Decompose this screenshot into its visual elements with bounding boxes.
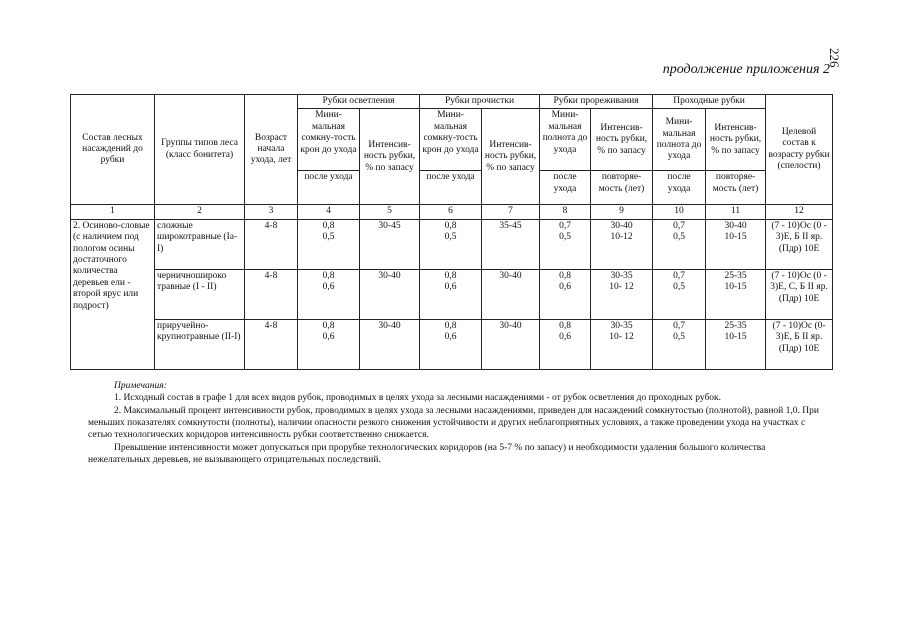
- forest-group-cell: приручейно-крупнотравные (II-I): [155, 319, 245, 369]
- value-cell: 30-40 10-12: [591, 219, 653, 269]
- value-cell: 30-35 10- 12: [591, 269, 653, 319]
- header-repeat-thinning: повторяе-мость (лет): [591, 171, 653, 205]
- value-cell: 25-35 10-15: [706, 319, 766, 369]
- value-cell: 0,7 0,5: [653, 269, 706, 319]
- header-repeat-passing: повторяе-мость (лет): [706, 171, 766, 205]
- value-cell: 30-45: [360, 219, 420, 269]
- col-number: 3: [245, 205, 298, 219]
- value-cell: 0,7 0,5: [540, 219, 591, 269]
- value-cell: 0,8 0,5: [298, 219, 360, 269]
- col-number: 12: [766, 205, 833, 219]
- header-intensity-passing: Интенсив-ность рубки, % по запасу: [706, 109, 766, 171]
- notes-block: [88, 380, 828, 466]
- col-number: 6: [420, 205, 482, 219]
- target-cell: (7 - 10)Ос (0 - 3)Е, С, Б II яр. (Пдр) 10Е: [766, 269, 833, 319]
- value-cell: 30-35 10- 12: [591, 319, 653, 369]
- col-number: 8: [540, 205, 591, 219]
- value-cell: 30-40: [482, 319, 540, 369]
- value-cell: 0,8 0,6: [298, 269, 360, 319]
- age-cell: 4-8: [245, 269, 298, 319]
- value-cell: 0,8 0,6: [540, 319, 591, 369]
- target-cell: (7 - 10)Ос (0 - 3)Е, Б II яр. (Пдр) 10Е: [766, 219, 833, 269]
- col-number: 10: [653, 205, 706, 219]
- target-cell: (7 - 10)Ос (0-3)Е, Б II яр. (Пдр) 10Е: [766, 319, 833, 369]
- note-2: 2. Максимальный процент интенсивности рубок, проводимых в целях ухода за лесными насаждениями, приведен для насаждений сомкнутостью (полнотой), равной 1,0. При меньших показателях сомкнутости (полноты), наличии опасности резкого снижения устойчивости и других неблагоприятных условиях, а также проведении ухода на участках с сетью технологических коридоров интенсивность рубки соответственно снижается.: [88, 405, 819, 441]
- value-cell: 30-40: [482, 269, 540, 319]
- value-cell: 30-40 10-15: [706, 219, 766, 269]
- header-intensity-light: Интенсив-ность рубки, % по запасу: [360, 109, 420, 205]
- value-cell: 25-35 10-15: [706, 269, 766, 319]
- value-cell: 0,7 0,5: [653, 219, 706, 269]
- notes-title: Примечания:: [114, 381, 167, 391]
- col-number: 4: [298, 205, 360, 219]
- col-number: 7: [482, 205, 540, 219]
- header-min-density-thinning: Мини-мальная полнота до ухода: [540, 109, 591, 171]
- header-thinning-cutting: Рубки прореживания: [540, 95, 653, 109]
- col-number: 1: [71, 205, 155, 219]
- header-forest-groups: Группы типов леса (класс бонитета): [155, 95, 245, 205]
- header-target: Целевой состав к возрасту рубки (спелости): [766, 95, 833, 205]
- table-row: [71, 219, 833, 269]
- header-age: Возраст начала ухода, лет: [245, 95, 298, 205]
- value-cell: 30-40: [360, 269, 420, 319]
- note-3: Превышение интенсивности может допускаться при прорубке технологических коридоров (на 5-7 % по запасу) и необходимости удаления большого количества нежелательных деревьев, не вызывающего отрицательных последствий.: [88, 442, 766, 466]
- age-cell: 4-8: [245, 219, 298, 269]
- value-cell: 0,8 0,6: [540, 269, 591, 319]
- header-cleaning-cutting: Рубки прочистки: [420, 95, 540, 109]
- column-number-row: [71, 205, 833, 219]
- value-cell: 0,8 0,6: [298, 319, 360, 369]
- note-1: 1. Исходный состав в графе 1 для всех видов рубок, проводимых в целях ухода за лесными насаждениями - от рубок осветления до проходных рубок.: [114, 393, 722, 404]
- table-row: [71, 319, 833, 369]
- header-after-care-light: после ухода: [298, 171, 360, 205]
- header-after-care-cleaning: после ухода: [420, 171, 482, 205]
- col-number: 11: [706, 205, 766, 219]
- table-row: [71, 269, 833, 319]
- value-cell: 30-40: [360, 319, 420, 369]
- header-min-density-passing: Мини-мальная полнота до ухода: [653, 109, 706, 171]
- header-intensity-thinning: Интенсив-ность рубки, % по запасу: [591, 109, 653, 171]
- page-number: 226: [827, 48, 842, 68]
- forest-care-table: [70, 94, 833, 370]
- header-min-closure-light: Мини-мальная сомкну-тость крон до ухода: [298, 109, 360, 171]
- col-number: 5: [360, 205, 420, 219]
- composition-cell: 2. Осиново-словые (с наличием под пологом осины достаточного количества деревьев ели - второй ярус или подрост): [71, 219, 155, 369]
- continuation-title: продолжение приложения 2: [662, 62, 830, 77]
- forest-group-cell: сложные широкотравные (Ia-I): [155, 219, 245, 269]
- value-cell: 0,7 0,5: [653, 319, 706, 369]
- value-cell: 0,8 0,5: [420, 219, 482, 269]
- value-cell: 35-45: [482, 219, 540, 269]
- header-intensity-cleaning: Интенсив-ность рубки, % по запасу: [482, 109, 540, 205]
- header-after-care-thinning: после ухода: [540, 171, 591, 205]
- col-number: 9: [591, 205, 653, 219]
- header-after-care-passing: после ухода: [653, 171, 706, 205]
- header-composition: Состав лесных насаждений до рубки: [71, 95, 155, 205]
- value-cell: 0,8 0,6: [420, 269, 482, 319]
- header-min-closure-cleaning: Мини-мальная сомкну-тость крон до ухода: [420, 109, 482, 171]
- header-light-cutting: Рубки осветления: [298, 95, 420, 109]
- forest-group-cell: черничношироко травные (I - II): [155, 269, 245, 319]
- age-cell: 4-8: [245, 319, 298, 369]
- value-cell: 0,8 0,6: [420, 319, 482, 369]
- col-number: 2: [155, 205, 245, 219]
- header-passing-cutting: Проходные рубки: [653, 95, 766, 109]
